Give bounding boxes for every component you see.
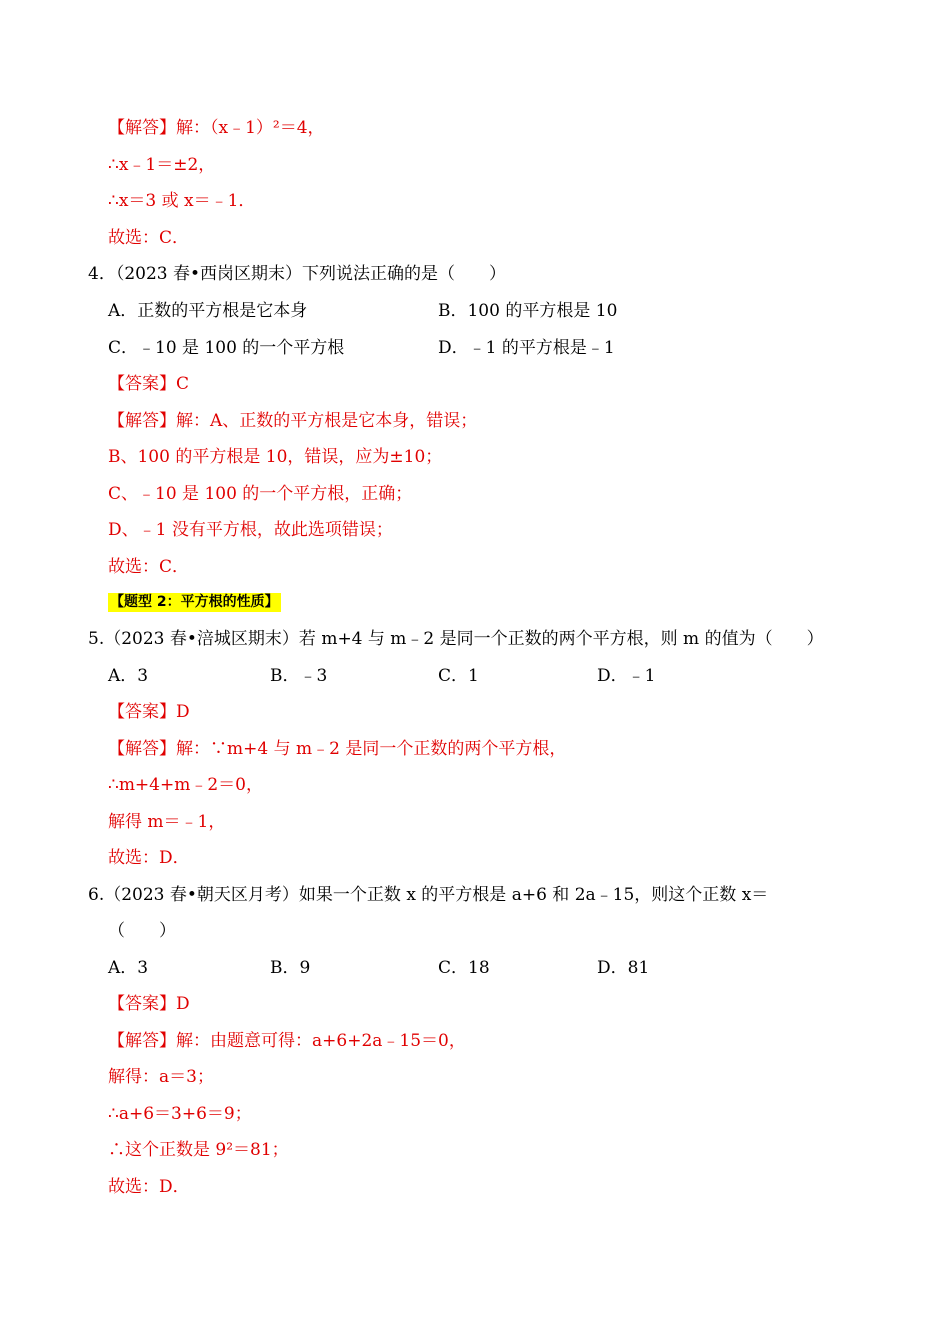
question-6-option-d: D．81 [597,958,650,978]
solution-line: 【解答】解：（x﹣1）²＝4， [108,118,325,138]
question-5-option-a: A．3 [108,666,149,686]
question-6-option-b: B．9 [270,958,311,978]
question-5-option-d: D．﹣1 [597,666,656,686]
solution-choice: 故选：D． [108,1177,190,1197]
question-6-option-a: A．3 [108,958,149,978]
solution-choice: 故选：D． [108,848,190,868]
solution-line: B、100 的平方根是 10，错误，应为±10； [108,447,443,467]
solution-line: 【解答】解：∵m+4 与 m﹣2 是同一个正数的两个平方根， [108,739,567,759]
solution-choice: 故选：C． [108,557,190,577]
question-4-option-b: B．100 的平方根是 10 [438,301,618,321]
solution-line: ∴a+6＝3+6＝9； [108,1104,252,1124]
question-6-stem-continued: （ ） [108,921,176,941]
solution-line: ∴x﹣1＝±2， [108,155,216,175]
question-5-option-b: B．﹣3 [270,666,328,686]
solution-line: 解得 m＝﹣1， [108,812,226,832]
section-heading: 【题型 2：平方根的性质】 [110,594,279,610]
question-4-option-c: C．﹣10 是 100 的一个平方根 [108,338,345,358]
solution-line: 解得：a＝3； [108,1067,214,1087]
solution-line: ∴x＝3 或 x＝﹣1． [108,191,256,211]
solution-line: ∴m+4+m﹣2＝0， [108,775,263,795]
question-6-answer: 【答案】D [108,994,190,1014]
solution-line: D、﹣1 没有平方根，故此选项错误； [108,520,393,540]
solution-choice: 故选：C． [108,228,190,248]
question-4-option-d: D．﹣1 的平方根是﹣1 [438,338,615,358]
question-6-stem: 6.（2023 春•朝天区月考）如果一个正数 x 的平方根是 a+6 和 2a﹣15，则这个正数 x＝ [88,885,769,905]
question-4-option-a: A．正数的平方根是它本身 [108,301,308,321]
solution-line: ∴这个正数是 9²＝81； [108,1140,289,1160]
solution-line: 【解答】解：由题意可得：a+6+2a﹣15＝0， [108,1031,466,1051]
question-4-answer: 【答案】C [108,374,190,394]
question-4-stem: 4．（2023 春•西岗区期末）下列说法正确的是（ ） [88,264,507,284]
question-5-option-c: C．1 [438,666,479,686]
question-5-stem: 5.（2023 春•涪城区期末）若 m+4 与 m﹣2 是同一个正数的两个平方根，则 m 的值为（ ） [88,629,824,649]
question-5-answer: 【答案】D [108,702,190,722]
question-6-option-c: C．18 [438,958,490,978]
solution-line: 【解答】解：A、正数的平方根是它本身，错误； [108,411,478,431]
solution-line: C、﹣10 是 100 的一个平方根，正确； [108,484,413,504]
